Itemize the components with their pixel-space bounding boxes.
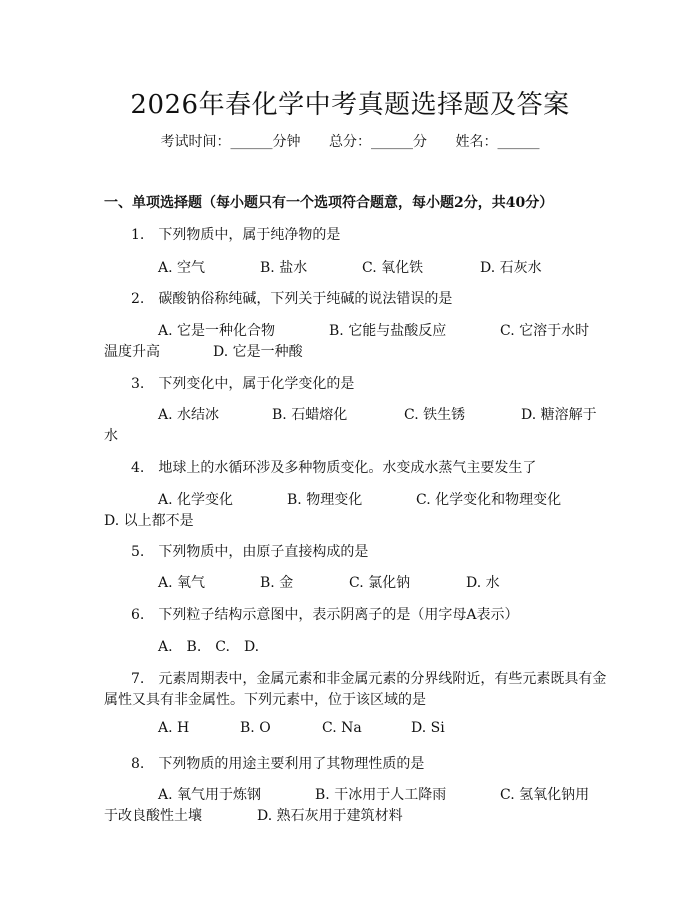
question-1-option-d: D. 石灰水 [480,260,542,276]
question-8-option-c: C. 氢氧化钠用 [500,787,590,803]
question-8-stem: 8. 下列物质的用途主要利用了其物理性质的是 [131,756,425,772]
question-7-option-b: B. O [240,720,271,736]
question-7-option-a: A. H [158,720,190,736]
question-5-option-d: D. 水 [466,575,500,591]
question-4-option-d: D. 以上都不是 [104,513,194,529]
question-5-option-b: B. 金 [260,575,294,591]
question-8-option-b: B. 干冰用于人工降雨 [315,787,447,803]
question-2-option-b: B. 它能与盐酸反应 [329,323,447,339]
question-1-option-b: B. 盐水 [260,260,308,276]
exam-info [0,131,700,151]
question-3-option-d-continued: 水 [104,428,118,444]
question-8-option-d: D. 熟石灰用于建筑材料 [257,808,403,824]
question-1-option-a: A. 空气 [158,260,206,276]
question-4-stem: 4. 地球上的水循环涉及多种物质变化。水变成水蒸气主要发生了 [131,460,537,476]
question-7-option-c: C. Na [322,720,362,736]
question-5-option-c: C. 氯化钠 [349,575,411,591]
question-6-stem: 6. 下列粒子结构示意图中，表示阴离子的是（用字母A表示） [131,607,519,623]
question-2-option-d: D. 它是一种酸 [213,344,303,360]
question-2-option-c-continued: 温度升高 [104,344,160,360]
question-2-option-a: A. 它是一种化合物 [158,323,276,339]
question-4-option-b: B. 物理变化 [287,492,363,508]
total-score-field: 总分：______分 [329,134,427,150]
question-6-options: A. B. C. D. [158,639,260,655]
question-5-option-a: A. 氧气 [158,575,206,591]
question-8-option-a: A. 氧气用于炼钢 [158,787,262,803]
page-title: 2026年春化学中考真题选择题及答案 [130,90,570,120]
question-4-option-a: A. 化学变化 [158,492,234,508]
question-3-stem: 3. 下列变化中，属于化学变化的是 [131,376,355,392]
question-2-stem: 2. 碳酸钠俗称纯碱，下列关于纯碱的说法错误的是 [131,291,453,307]
section-heading: 一、单项选择题（每小题只有一个选项符合题意，每小题2分，共40分） [104,195,554,211]
exam-time-field: 考试时间：______分钟 [160,134,301,150]
question-3-option-a: A. 水结冰 [158,407,220,423]
question-1-option-c: C. 氧化铁 [362,260,424,276]
question-7-stem-line-2: 属性又具有非金属性。下列元素中，位于该区域的是 [104,692,426,708]
question-1-stem: 1. 下列物质中，属于纯净物的是 [131,227,341,243]
question-8-option-c-continued: 于改良酸性土壤 [104,808,202,824]
question-3-option-b: B. 石蜡熔化 [272,407,348,423]
question-3-option-d: D. 糖溶解于 [521,407,597,423]
question-7-option-d: D. Si [411,720,445,736]
question-2-option-c: C. 它溶于水时 [500,323,590,339]
question-7-stem-line-1: 7. 元素周期表中，金属元素和非金属元素的分界线附近，有些元素既具有金 [131,671,607,687]
name-field: 姓名：______ [455,134,540,150]
question-4-option-c: C. 化学变化和物理变化 [416,492,562,508]
question-3-option-c: C. 铁生锈 [404,407,466,423]
question-5-stem: 5. 下列物质中，由原子直接构成的是 [131,544,369,560]
